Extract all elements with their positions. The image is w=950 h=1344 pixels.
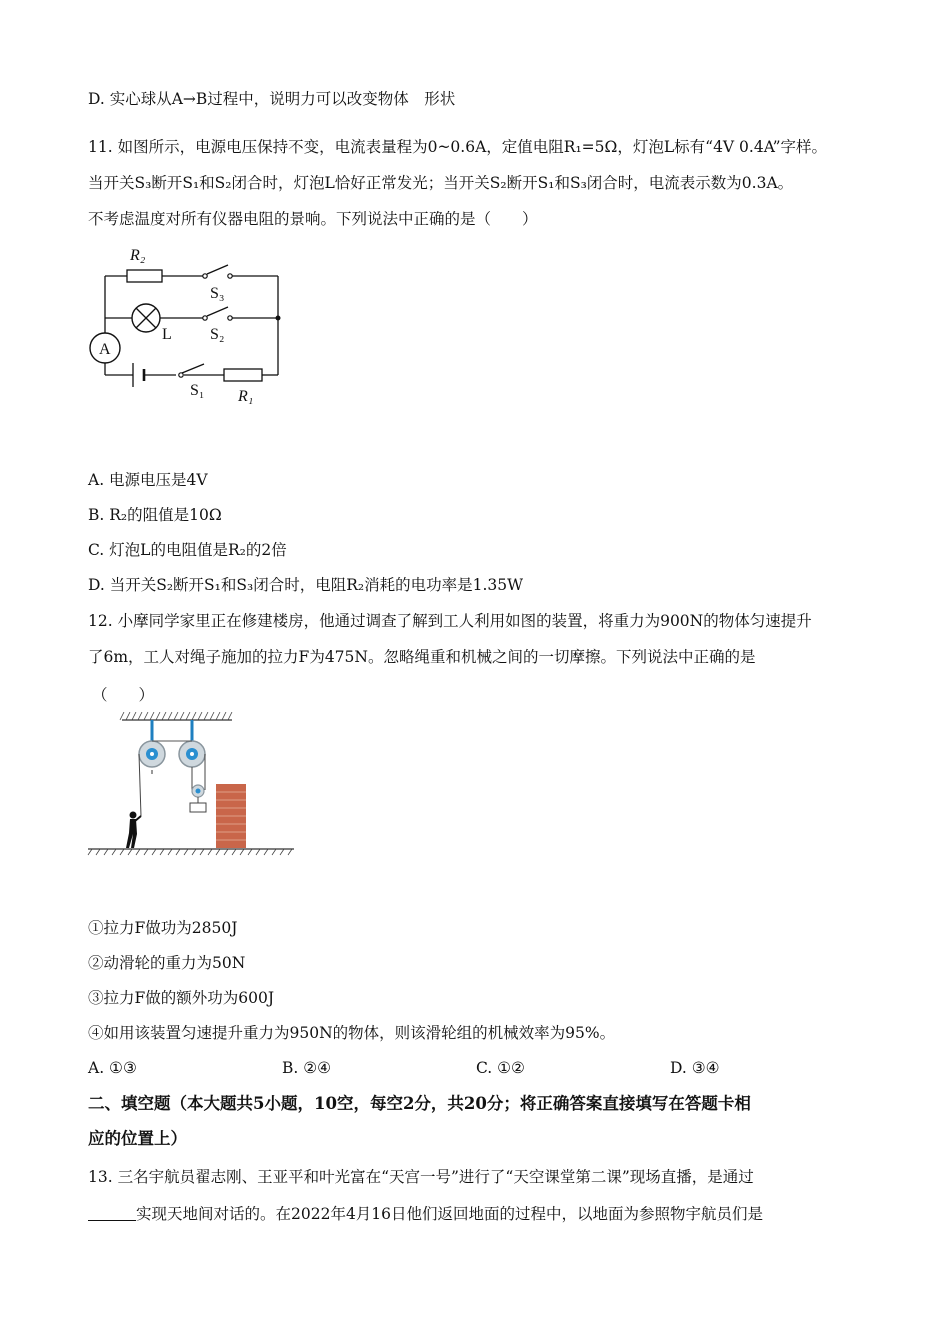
q11-option-c: C. 灯泡L的电阻值是R₂的2倍 [88,541,287,559]
q11-option-d: D. 当开关S₂断开S₁和S₃闭合时，电阻R₂消耗的电功率是1.35W [88,576,524,594]
q13-stem-line2: 实现天地间对话的。在2022年4月16日他们返回地面的过程中，以地面为参照物宇航员们是 [136,1205,764,1223]
q11-stem-line3: 不考虑温度对所有仪器电阻的景响。下列说法中正确的是（ ） [88,210,538,228]
q11-stem-line1: 11. 如图所示，电源电压保持不变，电流表量程为0~0.6A，定值电阻R₁=5Ω，灯泡L标有“4V 0.4A”字样。 [88,138,828,156]
circuit-diagram [80,238,300,410]
q13-stem-line2-wrap [88,1203,763,1225]
label-s3: S₃ [210,285,225,302]
q12-statement-4: ④如用该装置匀速提升重力为950N的物体，则该滑轮组的机械效率为95%。 [88,1024,616,1042]
q11-option-a: A. 电源电压是4V [88,471,208,489]
q12-statement-2: ②动滑轮的重力为50N [88,954,246,972]
q12-choice-c: C. ①② [476,1059,525,1077]
q12-choice-d: D. ③④ [670,1059,720,1077]
q11-stem-line2: 当开关S₃断开S₁和S₂闭合时，灯泡L恰好正常发光；当开关S₂断开S₁和S₃闭合时，电流表示数为0.3A。 [88,174,794,192]
q12-statement-3: ③拉力F做的额外功为600J [88,989,275,1007]
q12-statement-1: ①拉力F做功为2850J [88,919,238,937]
section-heading-line1: 二、填空题（本大题共5小题，10空，每空2分，共20分；将正确答案直接填写在答题卡相 [88,1094,751,1113]
q12-stem-line1: 12. 小摩同学家里正在修建楼房，他通过调查了解到工人利用如图的装置，将重力为900N的物体匀速提升 [88,612,812,630]
q12-stem-line2: 了6m，工人对绳子施加的拉力F为475N。忽略绳重和机械之间的一切摩擦。下列说法中正确的是 [88,648,756,666]
q12-choice-a: A. ①③ [88,1059,137,1077]
section-heading-line2: 应的位置上） [88,1129,187,1148]
label-r2: R₂ [130,247,146,264]
label-s2: S₂ [210,326,225,343]
label-r1: R₁ [238,388,254,405]
q12-choice-b: B. ②④ [282,1059,332,1077]
answer-blank[interactable] [88,1204,136,1221]
pulley-diagram [86,712,296,858]
q12-stem-line3: （ ） [92,686,155,704]
label-s1: S₁ [190,382,205,399]
label-ammeter: A [99,341,111,358]
q13-stem-line1: 13. 三名宇航员翟志刚、王亚平和叶光富在“天宫一号”进行了“天空课堂第二课”现场直播，是通过 [88,1168,754,1186]
label-lamp: L [162,326,172,343]
q10-option-d: D. 实心球从A→B过程中，说明力可以改变物体 形状 [88,90,456,108]
q11-option-b: B. R₂的阻值是10Ω [88,506,222,524]
